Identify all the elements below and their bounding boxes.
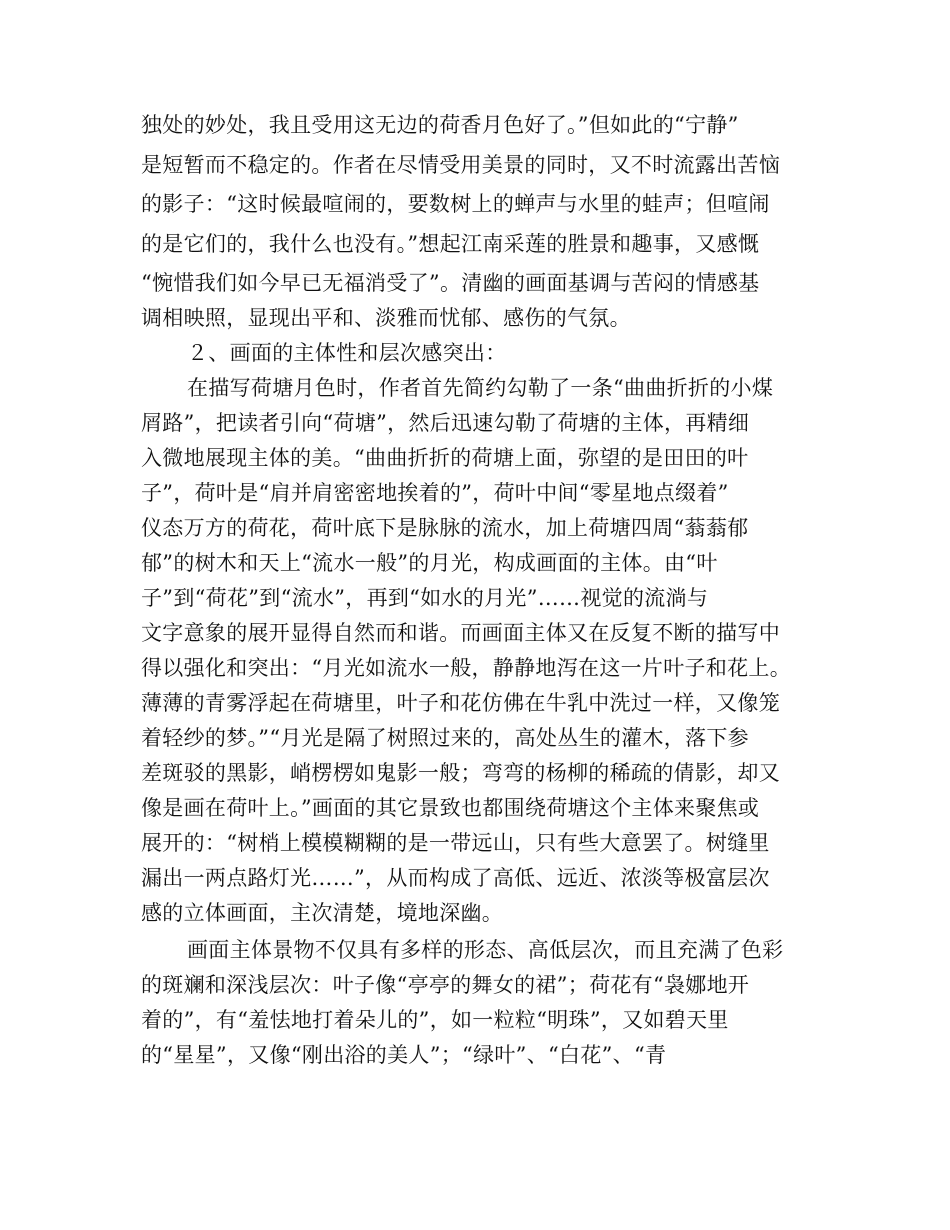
- text-line: 是短暂而不稳定的。作者在尽情受用美景的同时，又不时流露出苦恼: [141, 153, 780, 177]
- text-line: 着轻纱的梦。”“月光是隔了树照过来的，高处丛生的灌木，落下参: [141, 726, 749, 750]
- text-line: 着的”，有“羞怯地打着朵儿的”，如一粒粒“明珠”，又如碧天里: [141, 1008, 729, 1032]
- text-line: 展开的：“树梢上模模糊糊的是一带远山，只有些大意罢了。树缝里: [141, 831, 770, 855]
- text-line: 独处的妙处，我且受用这无边的荷香月色好了。”但如此的“宁静”: [141, 113, 739, 137]
- text-line: 漏出一两点路灯光……”，从而构成了高低、远近、浓淡等极富层次: [141, 866, 770, 890]
- text-line: 的“星星”，又像“刚出浴的美人”；“绿叶”、“白花”、“青: [141, 1043, 667, 1067]
- text-line: 像是画在荷叶上。”画面的其它景致也都围绕荷塘这个主体来聚焦或: [141, 796, 760, 820]
- text-line: “惋惜我们如今早已无福消受了”。清幽的画面基调与苦闷的情感基: [141, 271, 760, 295]
- text-line: 调相映照，显现出平和、淡雅而忧郁、感伤的气氛。: [141, 306, 631, 330]
- text-line: 入微地展现主体的美。“曲曲折折的荷塘上面，弥望的是田田的叶: [141, 446, 749, 470]
- text-line: 的影子：“这时候最喧闹的，要数树上的蝉声与水里的蛙声；但喧闹: [141, 192, 770, 216]
- text-line: 郁”的树木和天上“流水一般”的月光，构成画面的主体。由“叶: [141, 551, 718, 575]
- section-heading: ２、画面的主体性和层次感突出：: [187, 341, 507, 365]
- paragraph-first-line: 画面主体景物不仅具有多样的形态、高低层次，而且充满了色彩: [187, 938, 784, 962]
- text-line: 文字意象的展开显得自然而和谐。而画面主体又在反复不断的描写中: [141, 621, 780, 645]
- text-line: 薄薄的青雾浮起在荷塘里，叶子和花仿佛在牛乳中洗过一样，又像笼: [141, 691, 780, 715]
- text-line: 差斑驳的黑影，峭楞楞如鬼影一般；弯弯的杨柳的稀疏的倩影，却又: [141, 761, 780, 785]
- paragraph-first-line: 在描写荷塘月色时，作者首先简约勾勒了一条“曲曲折折的小煤: [187, 376, 774, 400]
- text-line: 子”到“荷花”到“流水”，再到“如水的月光”……视觉的流淌与: [141, 586, 709, 610]
- text-line: 仪态万方的荷花，荷叶底下是脉脉的流水，加上荷塘四周“蓊蓊郁: [141, 516, 749, 540]
- text-line: 子”，荷叶是“肩并肩密密地挨着的”，荷叶中间“零星地点缀着”: [141, 481, 729, 505]
- text-line: 感的立体画面，主次清楚，境地深幽。: [141, 901, 504, 925]
- text-line: 得以强化和突出：“月光如流水一般，静静地泻在这一片叶子和花上。: [141, 656, 792, 680]
- text-line: 的斑斓和深浅层次：叶子像“亭亭的舞女的裙”；荷花有“袅娜地开: [141, 973, 750, 997]
- text-line: 的是它们的，我什么也没有。”想起江南采莲的胜景和趣事，又感慨: [141, 232, 760, 256]
- text-line: 屑路”，把读者引向“荷塘”，然后迅速勾勒了荷塘的主体，再精细: [141, 411, 750, 435]
